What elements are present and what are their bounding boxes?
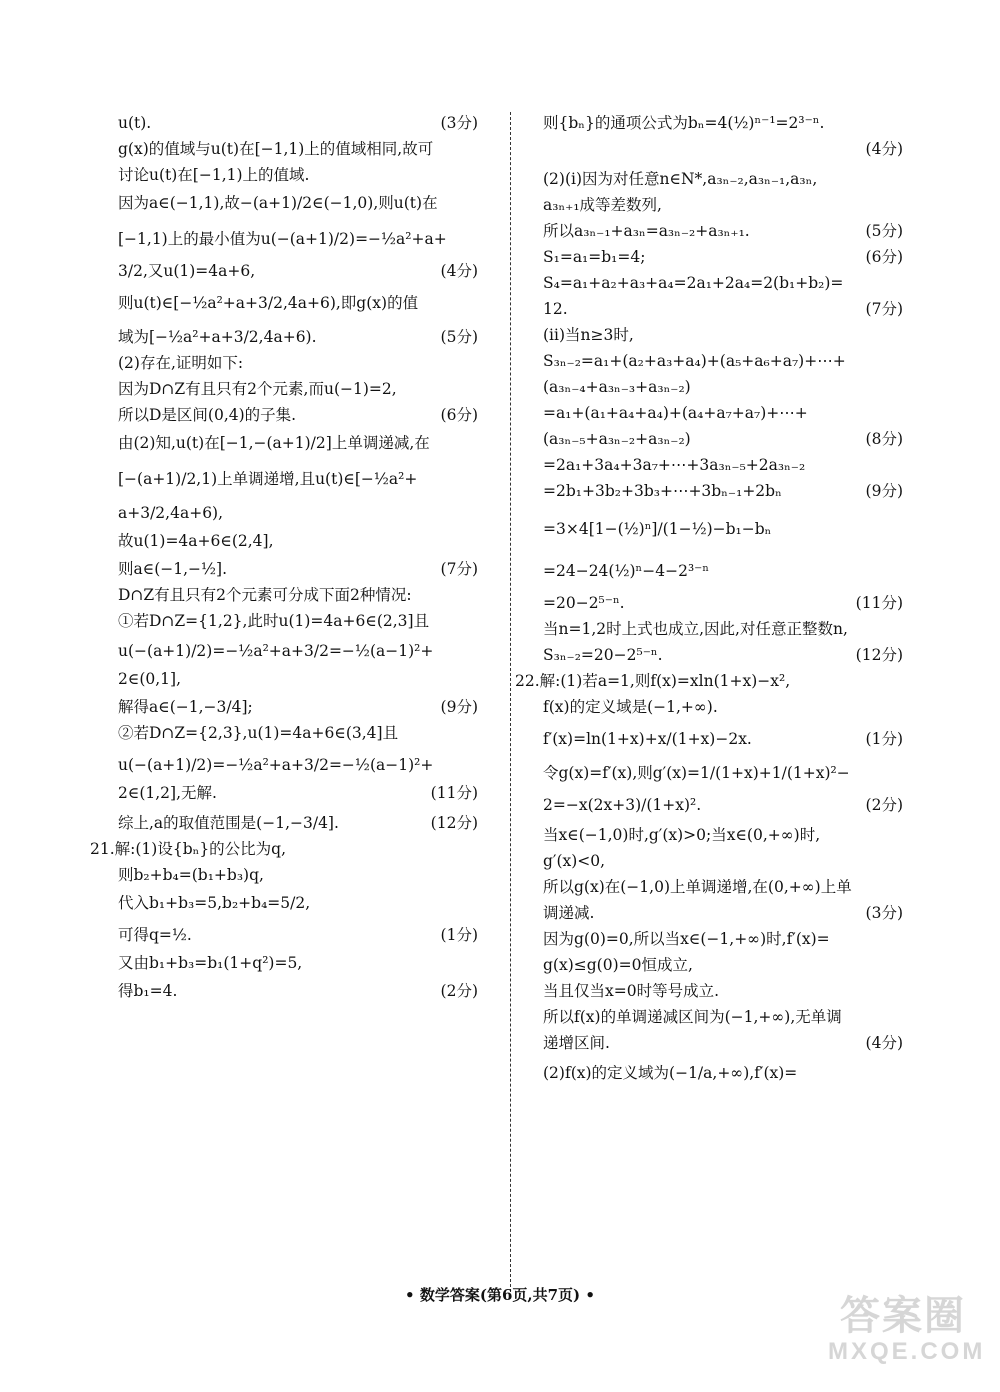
text-line <box>543 560 903 582</box>
text-line <box>543 1062 903 1084</box>
score-points: (3分) <box>440 114 478 132</box>
text-line <box>543 850 903 872</box>
text-line <box>543 220 903 242</box>
line-text: 综上,a的取值范围是(−1,−3/4]. <box>118 814 339 832</box>
text-line <box>118 138 478 160</box>
line-text: f(x)的定义域是(−1,+∞). <box>543 698 718 716</box>
line-text: 解得a∈(−1,−3/4]; <box>118 698 253 716</box>
line-text: S₄=a₁+a₂+a₃+a₄=2a₁+2a₄=2(b₁+b₂)= <box>543 274 844 292</box>
text-line <box>118 558 478 580</box>
score-points: (4分) <box>865 140 903 158</box>
score-points: (11分) <box>430 784 478 802</box>
text-line <box>543 1006 903 1028</box>
line-text: 2∈(1,2],无解. <box>118 784 217 802</box>
score-points: (5分) <box>865 222 903 240</box>
text-line <box>118 260 478 282</box>
text-line <box>118 924 478 946</box>
text-line <box>118 722 478 744</box>
text-line <box>543 194 903 216</box>
text-line <box>118 864 478 886</box>
line-text: 因为a∈(−1,1),故−(a+1)/2∈(−1,0),则u(t)在 <box>118 194 438 212</box>
line-text: 则u(t)∈[−½a²+a+3/2,4a+6),即g(x)的值 <box>118 294 419 312</box>
score-points: (5分) <box>440 328 478 346</box>
page-footer: • 数学答案(第6页,共7页) • <box>405 1286 595 1304</box>
line-text: 当且仅当x=0时等号成立. <box>543 982 720 1000</box>
line-text: g′(x)<0, <box>543 852 606 870</box>
line-text: =24−24(½)ⁿ−4−2³⁻ⁿ <box>543 562 710 580</box>
text-line <box>543 518 903 540</box>
score-points: (7分) <box>865 300 903 318</box>
watermark-url: MXQE.COM <box>828 1338 986 1365</box>
text-line <box>118 530 478 552</box>
line-text: 2∈(0,1], <box>118 670 182 688</box>
line-text: =2a₁+3a₄+3a₇+⋯+3a₃ₙ₋₅+2a₃ₙ₋₂ <box>543 456 806 474</box>
line-text: =20−2⁵⁻ⁿ. <box>543 594 625 612</box>
line-text: a+3/2,4a+6), <box>118 504 224 522</box>
column-divider <box>510 112 511 1292</box>
text-line <box>118 192 478 214</box>
line-text: ②若D∩Z={2,3},u(1)=4a+6∈(3,4]且 <box>118 724 399 742</box>
line-text: 又由b₁+b₃=b₁(1+q²)=5, <box>118 954 303 972</box>
text-line <box>543 980 903 1002</box>
line-text: g(x)的值域与u(t)在[−1,1)上的值域相同,故可 <box>118 140 434 158</box>
text-line <box>543 138 903 160</box>
line-text: 则{bₙ}的通项公式为bₙ=4(½)ⁿ⁻¹=2³⁻ⁿ. <box>543 114 825 132</box>
text-line <box>543 618 903 640</box>
text-line <box>543 324 903 346</box>
line-text: 所以a₃ₙ₋₁+a₃ₙ=a₃ₙ₋₂+a₃ₙ₊₁. <box>543 222 750 240</box>
text-line <box>543 298 903 320</box>
score-points: (7分) <box>440 560 478 578</box>
score-points: (4分) <box>440 262 478 280</box>
line-text: 3/2,又u(1)=4a+6, <box>118 262 256 280</box>
text-line <box>543 168 903 190</box>
text-line <box>543 350 903 372</box>
right-column <box>515 112 903 1322</box>
score-points: (9分) <box>440 698 478 716</box>
line-text: 递增区间. <box>543 1034 610 1052</box>
text-line <box>515 670 903 692</box>
line-text: 2=−x(2x+3)/(1+x)². <box>543 796 702 814</box>
score-points: (2分) <box>865 796 903 814</box>
line-text: (a₃ₙ₋₅+a₃ₙ₋₂+a₃ₙ₋₂) <box>543 430 691 448</box>
text-line <box>118 352 478 374</box>
text-line <box>543 728 903 750</box>
text-line <box>543 592 903 614</box>
line-text: 当x∈(−1,0)时,g′(x)>0;当x∈(0,+∞)时, <box>543 826 821 844</box>
line-text: S₁=a₁=b₁=4; <box>543 248 646 266</box>
line-text: ①若D∩Z={1,2},此时u(1)=4a+6∈(2,3]且 <box>118 612 430 630</box>
text-line <box>543 112 903 134</box>
text-line <box>118 782 478 804</box>
watermark-text: 答案圈 <box>840 1292 966 1339</box>
line-text: 所以D是区间(0,4)的子集. <box>118 406 297 424</box>
line-text: 12. <box>543 300 568 318</box>
line-text: 由(2)知,u(t)在[−1,−(a+1)/2]上单调递减,在 <box>118 434 430 452</box>
line-text: u(−(a+1)/2)=−½a²+a+3/2=−½(a−1)²+ <box>118 642 434 660</box>
line-text: 调递减. <box>543 904 595 922</box>
line-text: (2)存在,证明如下: <box>118 354 244 372</box>
line-text: =a₁+(a₁+a₄+a₄)+(a₄+a₇+a₇)+⋯+ <box>543 404 808 422</box>
score-points: (9分) <box>865 482 903 500</box>
text-line <box>118 610 478 632</box>
line-text: u(t). <box>118 114 152 132</box>
text-line <box>118 326 478 348</box>
text-line <box>543 246 903 268</box>
line-text: 代入b₁+b₃=5,b₂+b₄=5/2, <box>118 894 311 912</box>
text-line <box>118 164 478 186</box>
line-text: 则b₂+b₄=(b₁+b₃)q, <box>118 866 264 884</box>
score-points: (1分) <box>865 730 903 748</box>
text-line <box>543 644 903 666</box>
text-line <box>118 754 478 776</box>
line-text: S₃ₙ₋₂=20−2⁵⁻ⁿ. <box>543 646 663 664</box>
line-text: (ⅱ)当n≥3时, <box>543 326 634 344</box>
left-column <box>90 112 478 1322</box>
text-line <box>118 640 478 662</box>
line-text: g(x)≤g(0)=0恒成立, <box>543 956 693 974</box>
line-text: [−(a+1)/2,1)上单调递增,且u(t)∈[−½a²+ <box>118 470 418 488</box>
line-text: 可得q=½. <box>118 926 192 944</box>
text-line <box>118 952 478 974</box>
text-line <box>543 762 903 784</box>
text-line <box>543 696 903 718</box>
line-text: 则a∈(−1,−½]. <box>118 560 228 578</box>
score-points: (6分) <box>440 406 478 424</box>
line-text: 故u(1)=4a+6∈(2,4], <box>118 532 274 550</box>
text-line <box>543 480 903 502</box>
line-text: =2b₁+3b₂+3b₃+⋯+3bₙ₋₁+2bₙ <box>543 482 782 500</box>
line-text: f′(x)=ln(1+x)+x/(1+x)−2x. <box>543 730 752 748</box>
text-line <box>543 876 903 898</box>
line-text: 所以f(x)的单调递减区间为(−1,+∞),无单调 <box>543 1008 842 1026</box>
text-line <box>543 402 903 424</box>
score-points: (4分) <box>865 1034 903 1052</box>
watermark-logo <box>828 1292 986 1374</box>
line-text: 因为D∩Z有且只有2个元素,而u(−1)=2, <box>118 380 397 398</box>
text-line <box>118 892 478 914</box>
score-points: (12分) <box>855 646 903 664</box>
text-line <box>543 454 903 476</box>
text-line <box>543 428 903 450</box>
line-text: (2)(ⅰ)因为对任意n∈N*,a₃ₙ₋₂,a₃ₙ₋₁,a₃ₙ, <box>543 170 818 188</box>
line-text: u(−(a+1)/2)=−½a²+a+3/2=−½(a−1)²+ <box>118 756 434 774</box>
text-line <box>118 812 478 834</box>
text-line <box>543 1032 903 1054</box>
line-text: (a₃ₙ₋₄+a₃ₙ₋₃+a₃ₙ₋₂) <box>543 378 691 396</box>
line-text: S₃ₙ₋₂=a₁+(a₂+a₃+a₄)+(a₅+a₆+a₇)+⋯+ <box>543 352 846 370</box>
line-text: (2)f(x)的定义域为(−1/a,+∞),f′(x)= <box>543 1064 798 1082</box>
line-text: 讨论u(t)在[−1,1)上的值域. <box>118 166 310 184</box>
text-line <box>118 112 478 134</box>
text-line <box>118 980 478 1002</box>
text-line <box>118 668 478 690</box>
text-line <box>543 376 903 398</box>
score-points: (6分) <box>865 248 903 266</box>
score-points: (8分) <box>865 430 903 448</box>
score-points: (1分) <box>440 926 478 944</box>
text-line <box>543 954 903 976</box>
text-line <box>118 502 478 524</box>
text-line <box>118 378 478 400</box>
text-line <box>118 468 478 490</box>
text-line <box>118 228 478 250</box>
line-text: 域为[−½a²+a+3/2,4a+6). <box>118 328 317 346</box>
score-points: (12分) <box>430 814 478 832</box>
line-text: =3×4[1−(½)ⁿ]/(1−½)−b₁−bₙ <box>543 520 772 538</box>
score-points: (2分) <box>440 982 478 1000</box>
line-text: a₃ₙ₊₁成等差数列, <box>543 196 662 214</box>
line-text: D∩Z有且只有2个元素可分成下面2种情况: <box>118 586 412 604</box>
line-text: 得b₁=4. <box>118 982 178 1000</box>
text-line <box>118 696 478 718</box>
text-line <box>543 824 903 846</box>
text-line <box>118 404 478 426</box>
text-line <box>118 292 478 314</box>
line-text: 因为g(0)=0,所以当x∈(−1,+∞)时,f′(x)= <box>543 930 830 948</box>
text-line <box>118 584 478 606</box>
score-points: (11分) <box>855 594 903 612</box>
score-points: (3分) <box>865 904 903 922</box>
line-text: [−1,1)上的最小值为u(−(a+1)/2)=−½a²+a+ <box>118 230 447 248</box>
text-line <box>543 272 903 294</box>
text-line <box>543 928 903 950</box>
text-line <box>543 794 903 816</box>
text-line <box>118 432 478 454</box>
line-text: 22.解:(1)若a=1,则f(x)=xln(1+x)−x², <box>515 672 791 690</box>
line-text: 当n=1,2时上式也成立,因此,对任意正整数n, <box>543 620 848 638</box>
text-line <box>90 838 478 860</box>
line-text: 令g(x)=f′(x),则g′(x)=1/(1+x)+1/(1+x)²− <box>543 764 850 782</box>
line-text: 21.解:(1)设{bₙ}的公比为q, <box>90 840 287 858</box>
text-line <box>543 902 903 924</box>
line-text: 所以g(x)在(−1,0)上单调递增,在(0,+∞)上单 <box>543 878 852 896</box>
